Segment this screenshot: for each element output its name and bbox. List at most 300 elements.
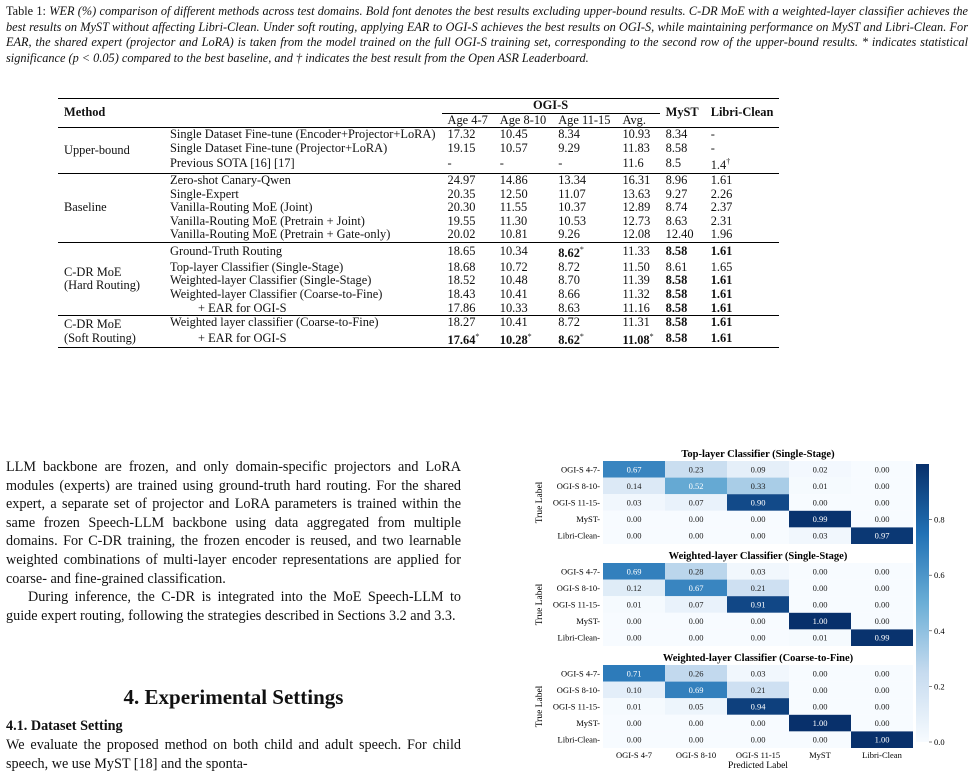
table-cell <box>705 142 780 156</box>
cell-value-label: 0.00 <box>812 582 828 593</box>
table-cell <box>616 261 659 275</box>
table-cell <box>660 142 705 156</box>
table-cell <box>442 142 494 156</box>
cell-value: 1.61 <box>710 330 733 345</box>
table-row <box>58 330 779 348</box>
cell-value: 12.89 <box>622 200 651 215</box>
y-axis-label: True Label <box>535 685 545 728</box>
cell-value-label: 0.90 <box>750 497 766 508</box>
subsection-title: 4.1. Dataset Setting <box>6 718 123 734</box>
section-title: 4. Experimental Settings <box>123 685 344 709</box>
results-table <box>58 98 779 348</box>
cell-value: 17.32 <box>447 127 476 142</box>
group-name-line: Baseline <box>64 200 107 215</box>
cell-value: 10.45 <box>499 127 528 142</box>
cell-value-label: 0.00 <box>688 514 704 525</box>
col-tick-label: OGI-S 4-7 <box>615 750 653 760</box>
table-cell <box>552 155 616 173</box>
table-cell <box>705 274 780 288</box>
cell-value-label: 0.00 <box>874 599 890 610</box>
cell-value: 10.37 <box>558 200 587 215</box>
cell-value-label: 0.23 <box>688 464 704 475</box>
cell-value: 11.39 <box>622 273 650 288</box>
cell-value-label: 0.00 <box>626 514 642 525</box>
table-cell <box>660 243 705 261</box>
cell-value: 10.81 <box>499 227 528 242</box>
table-cell <box>616 188 659 202</box>
cell-value-label: 0.07 <box>688 599 704 610</box>
cell-value: 2.37 <box>710 200 733 215</box>
table-row <box>58 174 779 188</box>
cell-value: 8.5 <box>665 156 682 171</box>
method-label: Vanilla-Routing MoE (Joint) <box>170 200 313 215</box>
row-tick-label: MyST- <box>576 718 600 729</box>
col-tick-label: OGI-S 8-10 <box>675 750 717 760</box>
cell-value: 1.65 <box>710 259 733 274</box>
table-cell <box>660 174 705 188</box>
header-avg: Avg. <box>622 112 646 127</box>
table-cell <box>494 188 552 202</box>
cell-marker: * <box>579 331 584 341</box>
table-row <box>58 243 779 261</box>
cell-value: 20.02 <box>447 227 476 242</box>
cell-value-label: 0.67 <box>626 464 642 475</box>
cell-value-label: 0.00 <box>874 464 890 475</box>
table-cell <box>616 128 659 142</box>
table-row <box>58 302 779 316</box>
cell-value: 11.33 <box>622 244 650 259</box>
colorbar-tick-label: 0.4 <box>934 625 945 636</box>
table-cell <box>552 288 616 302</box>
method-label: Vanilla-Routing MoE (Pretrain + Gate-only) <box>170 227 391 242</box>
cell-value: 9.26 <box>558 227 580 242</box>
method-label: Zero-shot Canary-Qwen <box>170 173 291 188</box>
cell-value: 10.57 <box>499 140 528 155</box>
table-cell <box>442 201 494 215</box>
header-myst: MyST <box>665 105 699 120</box>
col-tick-label: Libri-Clean <box>862 750 902 760</box>
cell-value: 11.32 <box>622 286 650 301</box>
cell-value: 10.41 <box>499 286 528 301</box>
table-cell <box>442 330 494 348</box>
cell-value: 18.43 <box>447 286 476 301</box>
cell-value-label: 0.00 <box>812 701 828 712</box>
group-name-line: (Soft Routing) <box>64 330 136 345</box>
cell-value: 14.86 <box>499 173 528 188</box>
table-cell <box>442 288 494 302</box>
table-row <box>58 128 779 142</box>
table-cell <box>552 302 616 316</box>
cell-value-label: 0.69 <box>688 684 704 695</box>
table-cell <box>616 201 659 215</box>
cell-value: 8.58 <box>665 273 688 288</box>
table-cell <box>552 316 616 330</box>
table-cell <box>616 316 659 330</box>
table-cell <box>660 128 705 142</box>
cell-value: 8.34 <box>665 127 688 142</box>
cell-value: 8.66 <box>558 286 580 301</box>
cell-value: 12.40 <box>665 227 694 242</box>
panel-title: Weighted-layer Classifier (Coarse-to-Fine) <box>662 653 854 664</box>
table-cell <box>442 302 494 316</box>
cell-value-label: 0.12 <box>626 582 642 593</box>
cell-value-label: 0.28 <box>688 566 704 577</box>
cell-value: 8.63 <box>665 213 688 228</box>
row-tick-label: OGI-S 8-10- <box>556 582 600 593</box>
cell-value: 8.58 <box>665 300 688 315</box>
method-label: Previous SOTA [16] [17] <box>170 156 295 171</box>
table-caption <box>6 4 968 66</box>
table-cell <box>494 128 552 142</box>
table-cell <box>616 274 659 288</box>
cell-value-label: 0.21 <box>750 582 766 593</box>
cell-value: 8.58 <box>665 330 688 345</box>
cell-value: 1.61 <box>710 273 733 288</box>
cell-value-label: 0.00 <box>874 718 890 729</box>
cell-value-label: 0.00 <box>750 734 766 745</box>
body-text <box>6 458 461 625</box>
cell-value-label: 0.00 <box>626 616 642 627</box>
cell-value-label: 0.00 <box>812 734 828 745</box>
table-cell <box>660 316 705 330</box>
table-cell <box>552 128 616 142</box>
cell-value: 20.30 <box>447 200 476 215</box>
row-tick-label: OGI-S 11-15- <box>552 599 600 610</box>
header-ogi: OGI-S <box>442 99 660 114</box>
table-cell <box>494 288 552 302</box>
table-row <box>58 261 779 275</box>
cell-marker: * <box>475 331 480 341</box>
table-cell <box>660 302 705 316</box>
cell-value-label: 0.00 <box>750 616 766 627</box>
cell-value-label: 0.00 <box>688 734 704 745</box>
colorbar-tick-label: 0.0 <box>934 737 945 747</box>
cell-value-label: 0.71 <box>626 668 642 679</box>
cell-value-label: 0.00 <box>874 668 890 679</box>
table-cell <box>705 302 780 316</box>
col-tick-label: OGI-S 11-15 <box>735 750 781 760</box>
header-method: Method <box>64 105 106 120</box>
row-tick-label: Libri-Clean- <box>557 530 600 541</box>
cell-value-label: 0.00 <box>812 684 828 695</box>
cell-value-label: 0.00 <box>750 632 766 643</box>
colorbar-tick-label: 0.8 <box>934 514 945 525</box>
table-cell <box>552 201 616 215</box>
group-name-line: C-DR MoE <box>64 317 122 332</box>
cell-value-label: 0.00 <box>812 497 828 508</box>
cell-value-label: 0.26 <box>688 668 704 679</box>
cell-value-label: 0.99 <box>812 514 828 525</box>
caption-text: WER (%) comparison of different methods across test domains. Bold font denotes the best results excluding upper-bound results. C-DR MoE with a weighted-layer classifier achieves the best results on MyST without affecting Libri-Clean. Under soft routing, applying EAR to OGI-S achieves the best results on OGI-S, while maintaining performance on MyST and Libri-Clean. For EAR, the shared expert (projector and LoRA) is taken from the model trained on the full OGI-S training set, corresponding to the second row of the upper-bound results. * indicates statistical significance (p < 0.05) compared to the best baseline, and † indicates the best result from the Open ASR Leaderboard. <box>6 4 968 65</box>
cell-value: 16.31 <box>622 173 651 188</box>
cell-value: 1.96 <box>710 227 733 242</box>
cell-value: 11.16 <box>622 300 650 315</box>
table-cell <box>494 261 552 275</box>
row-tick-label: MyST- <box>576 616 600 627</box>
table-cell <box>616 288 659 302</box>
cell-value: 24.97 <box>447 173 476 188</box>
cell-value-label: 0.69 <box>626 566 642 577</box>
cell-value: 1.61 <box>710 315 733 330</box>
table-cell <box>705 330 780 348</box>
header-age-11-15: Age 11-15 <box>558 112 611 127</box>
header-age-4-7: Age 4-7 <box>447 112 488 127</box>
cell-value-label: 0.99 <box>874 632 890 643</box>
table-cell <box>442 155 494 173</box>
table-cell <box>494 155 552 173</box>
table-cell <box>552 274 616 288</box>
table-cell <box>705 188 780 202</box>
cell-value-label: 0.00 <box>688 718 704 729</box>
table-cell <box>442 274 494 288</box>
cell-value: 2.26 <box>710 186 733 201</box>
cell-value-label: 0.05 <box>688 701 704 712</box>
cell-value-label: 0.21 <box>750 684 766 695</box>
table-cell <box>616 155 659 173</box>
table-cell <box>552 261 616 275</box>
cell-value: 1.61 <box>710 244 733 259</box>
table-cell <box>705 261 780 275</box>
cell-value: - <box>499 156 504 171</box>
cell-value: 8.34 <box>558 127 580 142</box>
table-row <box>58 228 779 242</box>
group-name <box>58 316 164 348</box>
cell-value: 20.35 <box>447 186 476 201</box>
cell-value-label: 0.14 <box>626 480 642 491</box>
cell-value-label: 0.01 <box>812 632 828 643</box>
row-tick-label: OGI-S 8-10- <box>556 684 600 695</box>
cell-value-label: 0.00 <box>688 530 704 541</box>
cell-marker: † <box>726 157 731 167</box>
cell-value: 9.27 <box>665 186 688 201</box>
cell-value: 13.63 <box>622 186 651 201</box>
cell-value-label: 0.01 <box>626 599 642 610</box>
row-tick-label: OGI-S 8-10- <box>556 480 600 491</box>
cell-marker: * <box>527 331 532 341</box>
row-tick-label: Libri-Clean- <box>557 632 600 643</box>
table-cell <box>616 330 659 348</box>
table-row <box>58 142 779 156</box>
cell-value-label: 0.00 <box>750 718 766 729</box>
method-label: Top-layer Classifier (Single-Stage) <box>170 259 344 274</box>
caption-label: Table 1: <box>6 4 46 18</box>
table-cell <box>616 174 659 188</box>
table-cell <box>705 155 780 173</box>
group-name-line: Upper-bound <box>64 142 130 157</box>
cell-value: 12.73 <box>622 213 651 228</box>
table-cell <box>442 228 494 242</box>
table-cell <box>442 174 494 188</box>
method-label: + EAR for OGI-S <box>198 330 287 345</box>
cell-value-label: 0.00 <box>626 718 642 729</box>
table-cell <box>616 142 659 156</box>
cell-value: 19.15 <box>447 140 476 155</box>
cell-value-label: 0.00 <box>750 530 766 541</box>
row-tick-label: OGI-S 11-15- <box>552 701 600 712</box>
cell-value-label: 0.02 <box>812 464 828 475</box>
table-cell <box>705 215 780 229</box>
paragraph-3: We evaluate the proposed method on both child and adult speech. For child speech, we use MyST [18] and the sponta- <box>6 737 461 772</box>
table-row <box>58 188 779 202</box>
cell-value: 8.61 <box>665 259 688 274</box>
table-cell <box>705 243 780 261</box>
cell-value-label: 0.94 <box>750 701 766 712</box>
cell-marker: * <box>649 331 654 341</box>
table-cell <box>705 201 780 215</box>
cell-value: 8.62 <box>558 332 580 347</box>
table-cell <box>552 215 616 229</box>
cell-value: 10.34 <box>499 244 528 259</box>
cell-value-label: 1.00 <box>812 718 828 729</box>
table-cell <box>552 243 616 261</box>
cell-value-label: 0.10 <box>626 684 642 695</box>
table-cell <box>552 142 616 156</box>
cell-value-label: 0.00 <box>874 514 890 525</box>
cell-value-label: 1.00 <box>812 616 828 627</box>
table-cell <box>552 228 616 242</box>
cell-value-label: 0.00 <box>626 734 642 745</box>
cell-value: 8.72 <box>558 259 580 274</box>
table-cell <box>705 316 780 330</box>
cell-value-label: 0.97 <box>874 530 890 541</box>
cell-value-label: 0.33 <box>750 480 766 491</box>
cell-value-label: 0.00 <box>874 566 890 577</box>
table-cell <box>442 128 494 142</box>
cell-value: 17.64 <box>447 332 476 347</box>
header-libri: Libri-Clean <box>710 105 774 120</box>
cell-value-label: 0.03 <box>750 668 766 679</box>
table-cell <box>660 288 705 302</box>
cell-value-label: 0.67 <box>688 582 704 593</box>
cell-value: - <box>558 156 563 171</box>
cell-value: 18.68 <box>447 259 476 274</box>
cell-value: 12.50 <box>499 186 528 201</box>
cell-value: 8.58 <box>665 286 688 301</box>
x-axis-label: Predicted Label <box>728 761 788 771</box>
cell-value-label: 0.91 <box>750 599 766 610</box>
cell-value: 8.63 <box>558 300 580 315</box>
cell-value-label: 0.00 <box>874 684 890 695</box>
cell-value: 9.29 <box>558 140 580 155</box>
method-label: Vanilla-Routing MoE (Pretrain + Joint) <box>170 213 365 228</box>
cell-value-label: 0.52 <box>688 480 704 491</box>
cell-value: 8.58 <box>665 140 688 155</box>
cell-value-label: 0.00 <box>874 616 890 627</box>
method-label: Weighted-layer Classifier (Single-Stage) <box>170 273 372 288</box>
cell-value: 10.72 <box>499 259 528 274</box>
cell-value-label: 0.00 <box>874 582 890 593</box>
cell-value: - <box>447 156 452 171</box>
table-cell <box>442 243 494 261</box>
group-name <box>58 174 164 243</box>
row-tick-label: MyST- <box>576 514 600 525</box>
method-label: Single Dataset Fine-tune (Projector+LoRA) <box>170 140 388 155</box>
table-cell <box>552 188 616 202</box>
cell-value: 11.08 <box>622 332 650 347</box>
table-cell <box>494 174 552 188</box>
table-cell <box>660 201 705 215</box>
table-body <box>58 128 779 348</box>
cell-value: 10.41 <box>499 315 528 330</box>
table-cell <box>660 215 705 229</box>
table-cell <box>705 228 780 242</box>
cell-value-label: 0.09 <box>750 464 766 475</box>
cell-value-label: 0.00 <box>626 530 642 541</box>
table-cell <box>616 215 659 229</box>
cell-value: 11.30 <box>499 213 528 228</box>
cell-value: 1.61 <box>710 286 733 301</box>
table-row <box>58 215 779 229</box>
table-row <box>58 288 779 302</box>
method-label: Weighted-layer Classifier (Coarse-to-Fine) <box>170 286 383 301</box>
cell-value-label: 0.00 <box>812 566 828 577</box>
cell-value: 10.28 <box>499 332 528 347</box>
header-age-8-10: Age 8-10 <box>499 112 547 127</box>
cell-value: 11.31 <box>622 315 650 330</box>
panel-title: Weighted-layer Classifier (Single-Stage) <box>668 551 848 562</box>
cell-value: 11.6 <box>622 156 644 171</box>
table-cell <box>442 188 494 202</box>
cell-value: 8.74 <box>665 200 688 215</box>
table-cell <box>705 174 780 188</box>
cell-marker: * <box>579 245 584 255</box>
table-cell <box>442 261 494 275</box>
cell-value-label: 0.07 <box>688 497 704 508</box>
y-axis-label: True Label <box>535 583 545 626</box>
table-cell <box>552 330 616 348</box>
cell-value: 1.61 <box>710 300 733 315</box>
cell-value: - <box>710 127 715 142</box>
method-label: Single-Expert <box>170 186 239 201</box>
cell-value: 8.58 <box>665 244 688 259</box>
table-row <box>58 201 779 215</box>
method-label: + EAR for OGI-S <box>198 300 287 315</box>
cell-value-label: 0.00 <box>874 480 890 491</box>
row-tick-label: OGI-S 4-7- <box>561 668 600 679</box>
confusion-matrix-figure <box>510 444 970 772</box>
cell-value: 8.96 <box>665 173 688 188</box>
table-cell <box>705 128 780 142</box>
paragraph-2: During inference, the C-DR is integrated into the MoE Speech-LLM to guide expert routing, following the strategies described in Sections 3.2 and 3.3. <box>6 589 461 624</box>
row-tick-label: OGI-S 11-15- <box>552 497 600 508</box>
table-cell <box>494 243 552 261</box>
cell-value-label: 0.01 <box>626 701 642 712</box>
method-label: Weighted layer classifier (Coarse-to-Fine) <box>170 315 379 330</box>
cell-value: 8.72 <box>558 315 580 330</box>
cell-value-label: 0.00 <box>812 668 828 679</box>
method-label: Single Dataset Fine-tune (Encoder+Projector+LoRA) <box>170 127 436 142</box>
table-row <box>58 155 779 173</box>
cell-value-label: 1.00 <box>874 734 890 745</box>
group-name-line: (Hard Routing) <box>64 278 141 293</box>
cell-value-label: 0.00 <box>750 514 766 525</box>
table-cell <box>442 316 494 330</box>
cell-value: 19.55 <box>447 213 476 228</box>
method-label: Ground-Truth Routing <box>170 244 283 259</box>
table-cell <box>494 274 552 288</box>
cell-value: 10.53 <box>558 213 587 228</box>
cell-value: 10.48 <box>499 273 528 288</box>
row-tick-label: OGI-S 4-7- <box>561 464 600 475</box>
col-tick-label: MyST <box>809 750 831 760</box>
cell-value-label: 0.00 <box>874 701 890 712</box>
cell-value: 10.33 <box>499 300 528 315</box>
cell-value: 2.31 <box>710 213 733 228</box>
cell-value: - <box>710 140 715 155</box>
cell-value-label: 0.00 <box>812 599 828 610</box>
cell-value-label: 0.00 <box>874 497 890 508</box>
table-cell <box>552 174 616 188</box>
